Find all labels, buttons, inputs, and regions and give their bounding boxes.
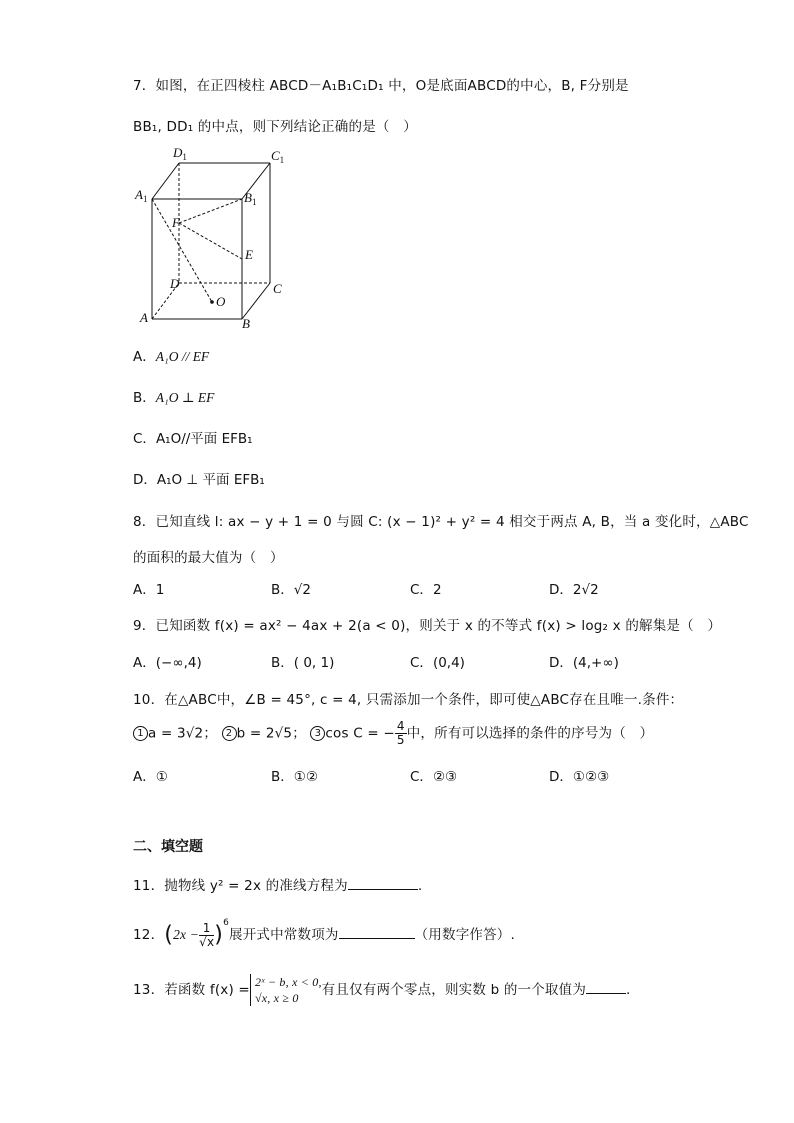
label-B: B [242,316,250,331]
q7-stem-line2: BB₁, DD₁ 的中点，则下列结论正确的是（ ） [133,119,418,135]
label-D: D [170,276,180,291]
q10-option-a[interactable]: A．① [133,769,168,785]
q8-stem-line2: 的面积的最大值为（ ） [133,550,284,566]
q7-stem-line1: 7．如图，在正四棱柱 ABCD－A₁B₁C₁D₁ 中，O是底面ABCD的中心，B, F分别是 [133,78,629,94]
q10-option-d[interactable]: D．①②③ [549,769,610,785]
section-title: 二、填空题 [133,839,203,855]
label-F: F [172,215,180,230]
q12: 12．(2x − $\frac{1}{√x}$ )$^6$展开式中常数项为 （用数字作答）. [133,918,516,949]
label-D1: $D_1$ [173,145,187,162]
q13-answer-blank[interactable] [586,981,626,994]
q9-option-b[interactable]: B．( 0, 1) [271,655,335,671]
q11-answer-blank[interactable] [348,877,418,890]
piecewise-cases: 2ˣ − b, x < 0, √x, x ≥ 0 [250,974,322,1006]
label-A1: $A_1$ [135,187,148,204]
fraction-1-sqrtx: $\frac{1}{√x}$ [199,920,215,949]
q9-option-d[interactable]: D．(4,+∞) [549,655,619,671]
q7-option-c[interactable]: C．A₁O//平面 EFB₁ [133,431,253,447]
label-C: C [273,281,282,296]
q11: 11．抛物线 y² = 2x 的准线方程为 . [133,878,423,894]
q10-option-b[interactable]: B．①② [271,769,318,785]
q7-option-d[interactable]: D．A₁O ⊥ 平面 EFB₁ [133,472,265,488]
label-O: O [216,294,226,309]
q8-option-c[interactable]: C．2 [410,582,442,598]
q12-answer-blank[interactable] [339,926,415,939]
q13: 13．若函数 f(x) = 2ˣ − b, x < 0, √x, x ≥ 0 有且仅有两个零点，则实数 b 的一个取值为 . [133,975,631,1005]
q8-option-a[interactable]: A．1 [133,582,165,598]
q8-option-d[interactable]: D．2√2 [549,582,599,598]
q9-option-c[interactable]: C．(0,4) [410,655,465,671]
label-A: A [140,310,148,325]
label-E: E [245,247,253,262]
q9-stem: 9．已知函数 f(x) = ax² − 4ax + 2(a < 0)，则关于 x 的不等式 f(x) > log₂ x 的解集是（ ） [133,618,722,634]
q7-option-a[interactable]: A．A₁O // EF [133,349,210,365]
q10-stem-line1: 10．在△ABC中，∠B = 45°, c = 4, 只需添加一个条件，即可使△ABC存在且唯一.条件： [133,692,684,708]
q10-option-c[interactable]: C．②③ [410,769,458,785]
label-C1: $C_1$ [271,148,285,165]
label-B1: $B_1$ [244,190,257,207]
q8-option-b[interactable]: B．√2 [271,582,311,598]
q7-option-b[interactable]: B．A₁O ⊥ EF [133,390,215,406]
prism-figure [130,142,290,332]
circle-2-icon: 2 [222,726,237,741]
q8-stem-line1: 8．已知直线 l: ax − y + 1 = 0 与圆 C: (x − 1)² + y² = 4 相交于两点 A, B，当 a 变化时，△ABC [133,514,749,530]
q9-option-a[interactable]: A．(−∞,4) [133,655,202,671]
circle-1-icon: 1 [133,726,148,741]
circle-3-icon: 3 [310,726,325,741]
fraction-4-5: $\frac{4}{5}$ [396,719,405,747]
q10-conditions: 1 a = 3√2； 2 b = 2√5； 3 cos C = − $\frac{4}{5}$ 中，所有可以选择的条件的序号为（ ） [133,720,653,747]
